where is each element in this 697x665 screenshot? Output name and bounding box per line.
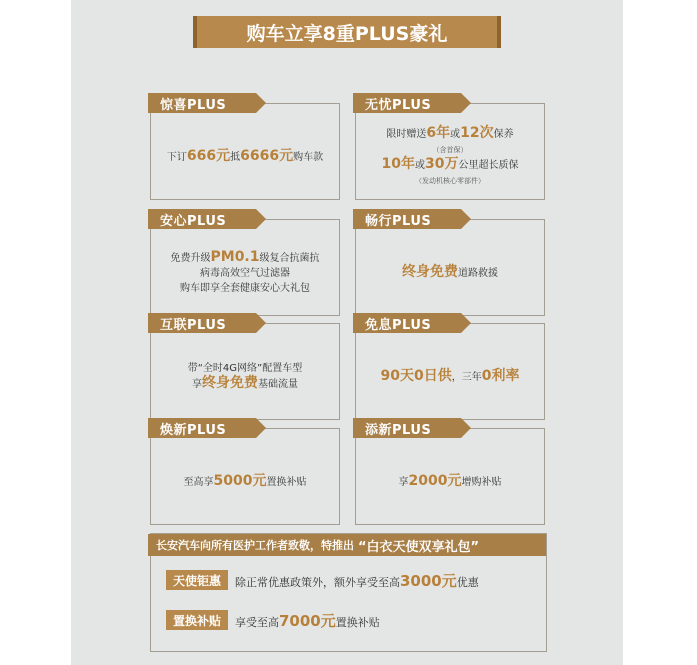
offer-card <box>355 213 545 316</box>
offer-card-tag: 惊喜PLUS <box>148 93 256 113</box>
offer-card-line <box>180 281 310 296</box>
offer-highlight: 6666元 <box>240 147 294 164</box>
offer-card-line <box>402 265 498 281</box>
offer-card-line <box>188 361 302 376</box>
offer-card-line <box>381 369 520 385</box>
offer-card-body <box>356 443 544 520</box>
offer-card-line <box>167 149 323 165</box>
offer-card-body <box>151 443 339 520</box>
offer-card <box>150 213 340 316</box>
poster-title: 购车立享8重PLUS豪礼 <box>246 22 448 45</box>
offer-card <box>355 97 545 200</box>
offer-card-tag: 无忧PLUS <box>353 93 461 113</box>
offer-highlight: 6年 <box>426 124 451 141</box>
offer-highlight: 12次 <box>460 124 494 141</box>
offer-amount: 3000元 <box>400 572 457 590</box>
offer-card <box>355 422 545 525</box>
offer-package-name: “白衣天使双享礼包” <box>358 539 480 555</box>
offer-card-line <box>171 250 320 266</box>
offer-card-tag: 互联PLUS <box>148 313 256 333</box>
title-banner <box>197 16 497 48</box>
offer-text: 或 <box>450 128 461 140</box>
offer-card-body <box>356 118 544 195</box>
offer-card-line <box>399 474 502 490</box>
offer-text: 限时赠送 <box>386 128 427 140</box>
offer-card-line <box>184 474 307 490</box>
offer-text: 病毒高效空气过滤器 <box>200 267 290 279</box>
offer-text: 级复合抗菌抗 <box>259 252 320 264</box>
offer-text: 增购补贴 <box>461 476 502 488</box>
offer-card <box>355 317 545 420</box>
offer-text: 享 <box>192 379 202 390</box>
offer-text: 下订 <box>166 151 187 163</box>
offer-text: 购车即享全套健康安心大礼包 <box>180 282 310 294</box>
offer-card <box>150 97 340 200</box>
medical-worker-offer <box>150 533 547 652</box>
offer-text: 免费升级 <box>170 252 211 264</box>
offer-highlight: 5000元 <box>213 472 267 489</box>
offer-text: （含首保） <box>432 145 468 154</box>
offer-card-line <box>382 157 519 173</box>
offer-text: 保养 <box>493 128 514 140</box>
offer-card-tag: 安心PLUS <box>148 209 256 229</box>
offer-text: 公里超长质保 <box>458 159 519 171</box>
offer-text: 至高享 <box>183 476 214 488</box>
offer-card-line <box>192 376 298 392</box>
offer-highlight: 终身免费 <box>202 375 258 391</box>
offer-text: 带“全时4G网络”配置车型 <box>187 363 303 374</box>
offer-card-body <box>151 118 339 195</box>
offer-card <box>150 422 340 525</box>
offer-card-line <box>433 142 468 157</box>
offer-card-line <box>415 173 485 188</box>
offer-highlight: 666元 <box>186 147 231 164</box>
offer-headline <box>148 534 546 556</box>
offer-card <box>150 317 340 420</box>
offer-text: （发动机核心零部件） <box>415 176 485 185</box>
offer-highlight: 30万 <box>425 155 459 172</box>
offer-card-tag: 添新PLUS <box>353 418 461 438</box>
offer-line-trade-in <box>235 610 380 631</box>
offer-highlight: 90天0日供 <box>380 367 452 384</box>
offer-text: ，三年 <box>451 371 482 383</box>
offer-line-angel-discount <box>235 570 479 591</box>
offer-line-text: 置换补贴 <box>335 616 380 629</box>
offer-card-body <box>356 338 544 415</box>
offer-text: 道路救援 <box>458 267 498 279</box>
offer-highlight: 10年 <box>381 155 415 172</box>
offer-highlight: 终身免费 <box>402 263 458 280</box>
offer-highlight: 0利率 <box>481 367 520 384</box>
offer-card-tag: 畅行PLUS <box>353 209 461 229</box>
offer-highlight: PM0.1 <box>210 248 260 265</box>
offer-card-tag: 免息PLUS <box>353 313 461 333</box>
offer-line-text: 优惠 <box>456 576 479 589</box>
offer-text: 抵 <box>230 151 241 163</box>
offer-line-text: 享受至高 <box>235 616 279 629</box>
offer-card-line <box>200 266 290 281</box>
offer-tag-trade-in: 置换补贴 <box>166 610 228 630</box>
offer-card-body <box>151 234 339 311</box>
offer-amount: 7000元 <box>279 612 336 630</box>
offer-text: 购车款 <box>293 151 324 163</box>
offer-card-line <box>386 126 513 142</box>
offer-headline-text: 长安汽车向所有医护工作者致敬，特推出 <box>156 539 354 552</box>
offer-card-body <box>356 234 544 311</box>
offer-text: 或 <box>415 159 425 171</box>
offer-card-tag: 焕新PLUS <box>148 418 256 438</box>
offer-card-body <box>151 338 339 415</box>
offer-text: 置换补贴 <box>266 476 307 488</box>
offer-line-text: 除正常优惠政策外，额外享受至高 <box>235 576 400 589</box>
offer-highlight: 2000元 <box>408 472 462 489</box>
offer-text: 享 <box>398 476 409 488</box>
offer-tag-angel-discount: 天使钜惠 <box>166 570 228 590</box>
offer-text: 基础流量 <box>258 379 298 390</box>
